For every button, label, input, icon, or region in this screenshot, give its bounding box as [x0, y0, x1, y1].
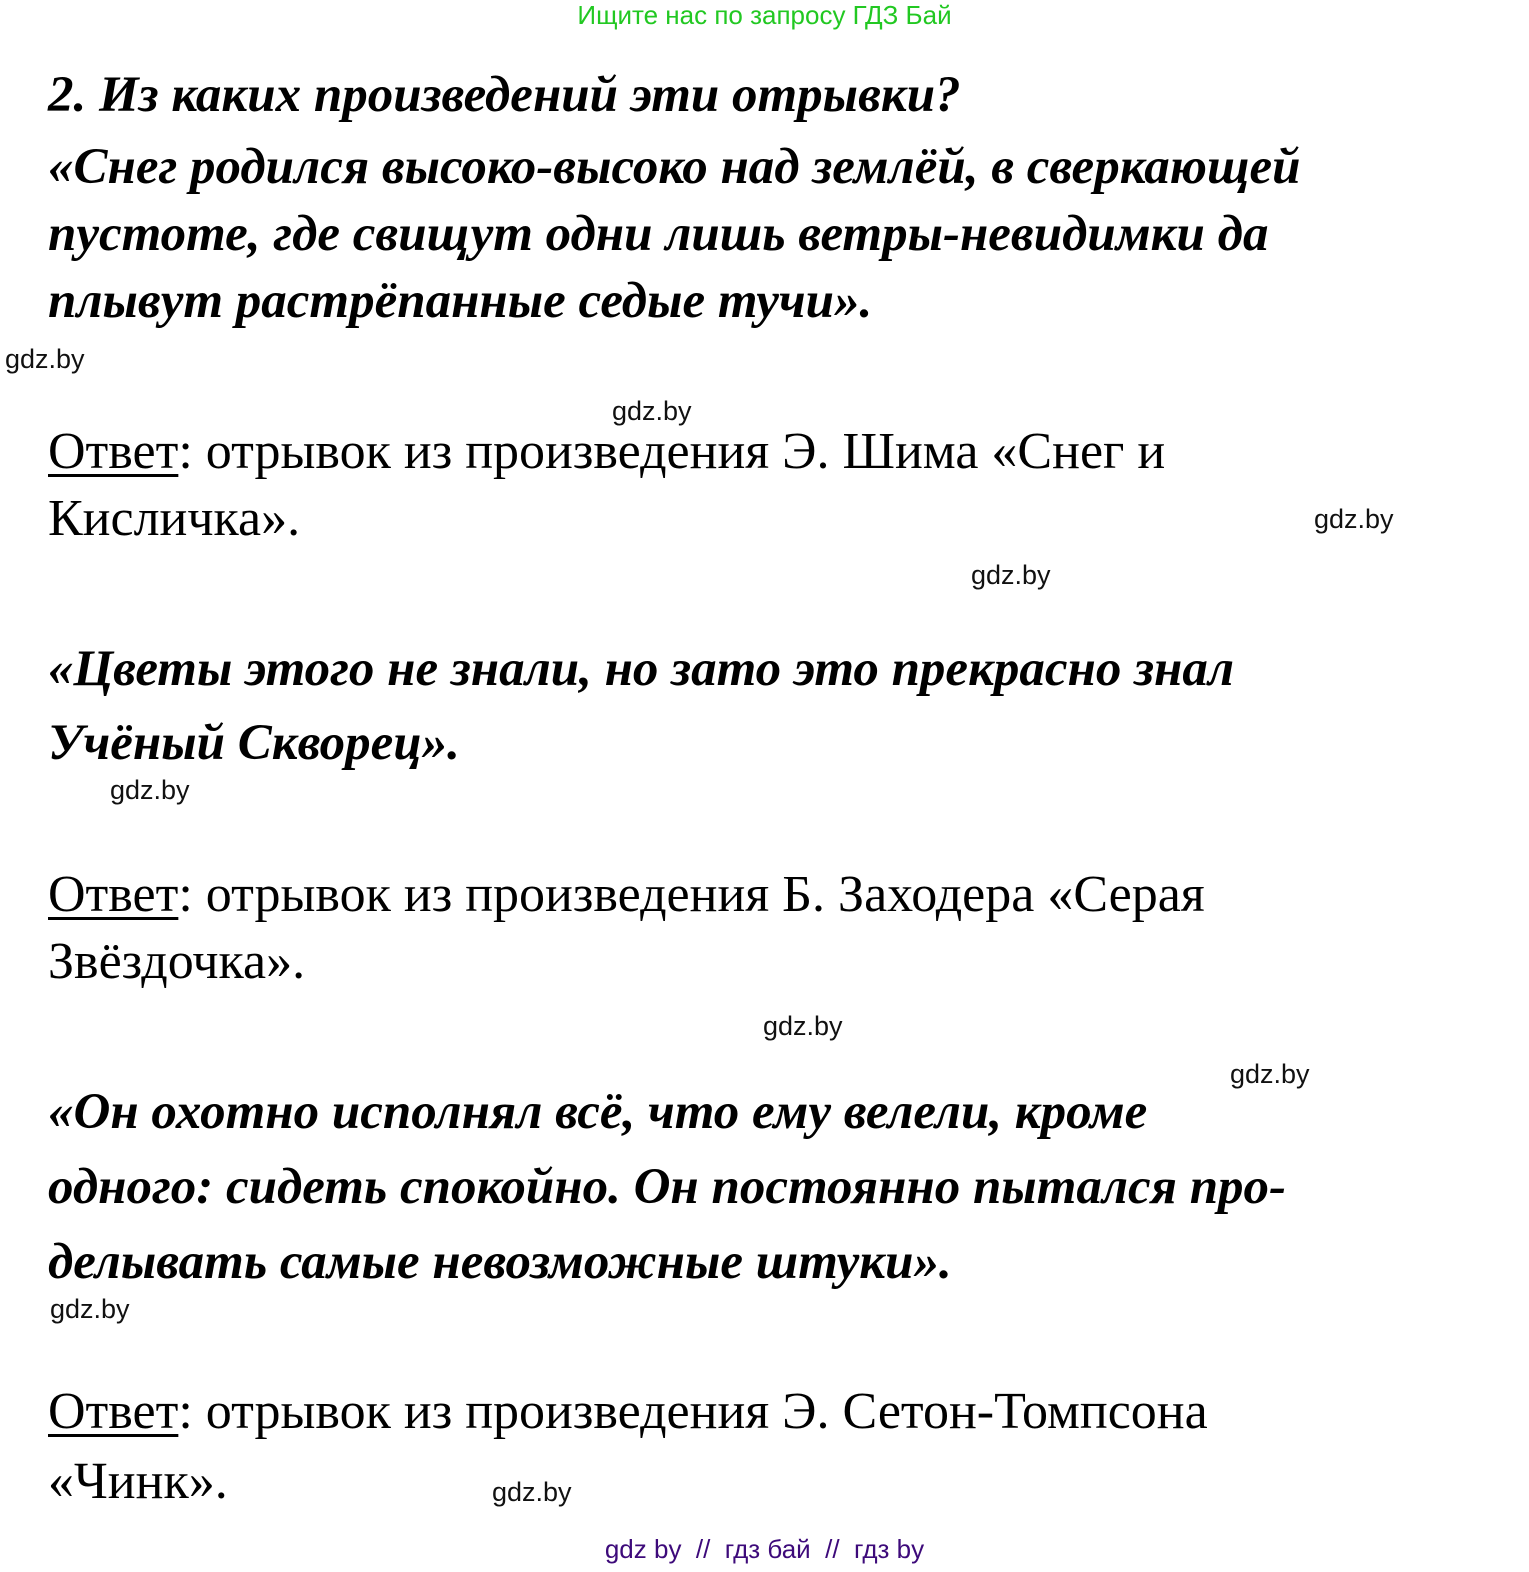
watermark: gdz.by — [763, 1011, 843, 1041]
watermark: gdz.by — [612, 396, 692, 426]
watermark: gdz.by — [1314, 504, 1394, 534]
answer-1-line-1 — [48, 422, 1165, 481]
answer-label: Ответ — [48, 423, 179, 480]
answer-2-line-1 — [48, 865, 1205, 924]
watermark: gdz.by — [110, 775, 190, 805]
footer-watermark: gdz by // гдз бай // гдз by — [604, 1534, 925, 1564]
excerpt-1-line-2: пустоте, где свищут одни лишь ветры-невидимки да — [48, 206, 1269, 262]
excerpt-3-line-3: делывать самые невозможные штуки». — [48, 1234, 952, 1290]
answer-1-line-2: Кисличка». — [48, 490, 301, 547]
watermark: gdz.by — [971, 560, 1051, 590]
excerpt-1-line-1: «Снег родился высоко-высоко над землёй, в сверкающей — [48, 139, 1301, 195]
watermark: gdz.by — [5, 344, 85, 374]
search-banner: Ищите нас по запросу ГДЗ Бай — [577, 0, 952, 30]
watermark: gdz.by — [1230, 1059, 1310, 1089]
question-title: 2. Из каких произведений эти отрывки? — [48, 67, 961, 123]
answer-3-line-1 — [48, 1382, 1208, 1441]
answer-text: : отрывок из произведения Б. Заходера «Серая — [178, 866, 1205, 923]
answer-text: : отрывок из произведения Э. Шима «Снег и — [178, 423, 1166, 480]
excerpt-3-line-2: одного: сидеть спокойно. Он постоянно пытался про- — [48, 1159, 1287, 1215]
excerpt-2-line-2: Учёный Скворец». — [48, 715, 460, 771]
watermark: gdz.by — [50, 1294, 130, 1324]
answer-text: : отрывок из произведения Э. Сетон-Томпсона — [178, 1383, 1208, 1440]
excerpt-3-line-1: «Он охотно исполнял всё, что ему велели, кроме — [48, 1084, 1148, 1140]
watermark: gdz.by — [492, 1477, 572, 1507]
answer-label: Ответ — [48, 866, 179, 923]
answer-label: Ответ — [48, 1383, 179, 1440]
excerpt-1-line-3: плывут растрёпанные седые тучи». — [48, 273, 873, 329]
answer-3-line-2: «Чинк». — [48, 1453, 228, 1510]
answer-2-line-2: Звёздочка». — [48, 933, 306, 990]
excerpt-2-line-1: «Цветы этого не знали, но зато это прекрасно знал — [48, 641, 1234, 697]
